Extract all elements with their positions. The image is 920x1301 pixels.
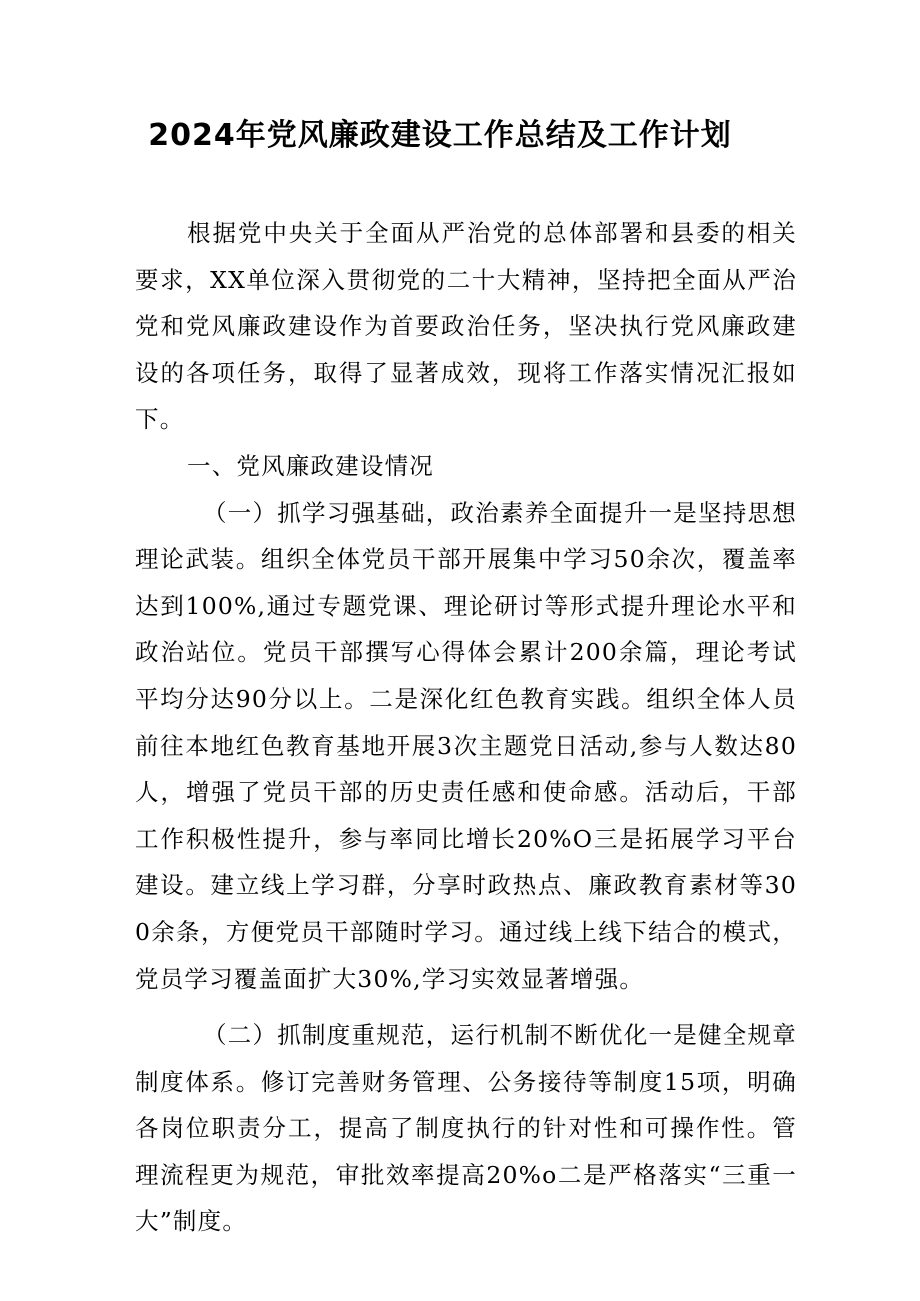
document-body [135, 210, 797, 1245]
document-title: 2024年党风廉政建设工作总结及工作计划 [148, 118, 732, 153]
subsection-paragraph-1: （一）抓学习强基础，政治素养全面提升一是坚持思想理论武装。组织全体党员干部开展集中学习50余次，覆盖率达到100%,通过专题党课、理论研讨等形式提升理论水平和政治站位。党员干部撰写心得体会累计200余篇，理论考试平均分达90分以上。二是深化红色教育实践。组织全体人员前往本地红色教育基地开展3次主题党日活动,参与人数达80人，增强了党员干部的历史责任感和使命感。活动后，干部工作积极性提升，参与率同比增长20%O三是拓展学习平台建设。建立线上学习群，分享时政热点、廉政教育素材等300余条，方便党员干部随时学习。通过线上线下结合的模式，党员学习覆盖面扩大30%,学习实效显著增强。 [135, 498, 797, 993]
subsection-paragraph-2: （二）抓制度重规范，运行机制不断优化一是健全规章制度体系。修订完善财务管理、公务接待等制度15项，明确各岗位职责分工，提高了制度执行的针对性和可操作性。管理流程更为规范，审批效率提高20%o二是严格落实“三重一大”制度。 [135, 1021, 797, 1236]
section-heading-1: 一、党风廉政建设情况 [187, 451, 434, 480]
intro-paragraph: 根据党中央关于全面从严治党的总体部署和县委的相关要求，XX单位深入贯彻党的二十大精神，坚持把全面从严治党和党风廉政建设作为首要政治任务，坚决执行党风廉政建设的各项任务，取得了显著成效，现将工作落实情况汇报如下。 [135, 219, 797, 434]
paragraph-gap [135, 1002, 797, 1012]
